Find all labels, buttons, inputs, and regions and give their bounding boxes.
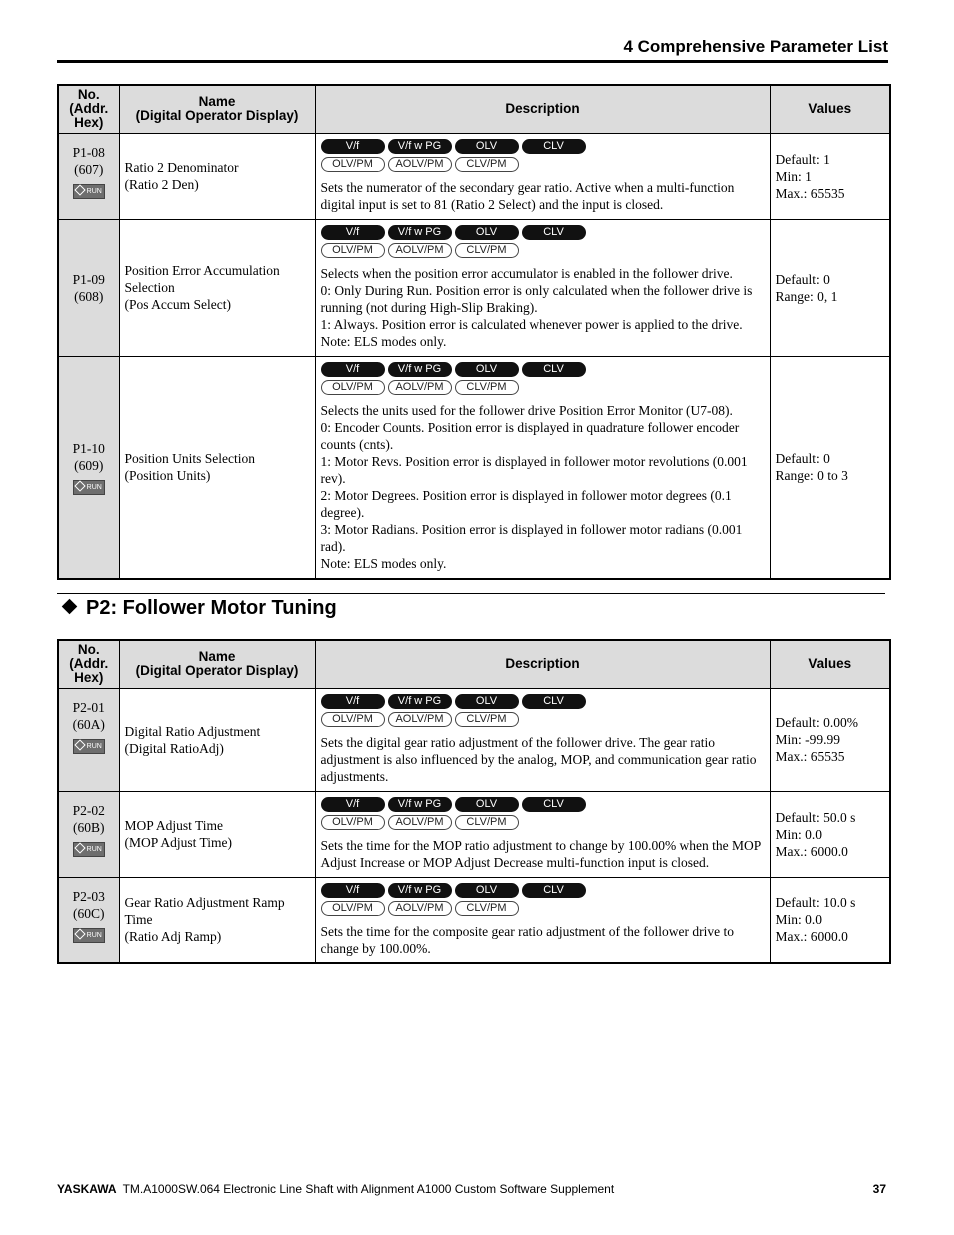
control-mode-badges xyxy=(321,797,765,812)
section-heading: P2: Follower Motor Tuning xyxy=(62,596,337,620)
pm-mode-badges xyxy=(321,157,765,172)
footer-left xyxy=(57,1182,614,1196)
footer-doc-title: TM.A1000SW.064 Electronic Line Shaft with Alignment A1000 Custom Software Supplement xyxy=(122,1182,615,1196)
pm-mode-badges xyxy=(321,243,765,258)
param-name-cell: MOP Adjust Time (MOP Adjust Time) xyxy=(119,791,315,877)
footer-brand: YASKAWA xyxy=(57,1182,117,1196)
control-mode-badges xyxy=(321,139,765,154)
control-mode-badges xyxy=(321,225,765,240)
badge-olv-pm: OLV/PM xyxy=(321,712,385,727)
page-number: 37 xyxy=(872,1182,886,1196)
pm-mode-badges xyxy=(321,380,765,395)
param-number-cell: P1-10 (609) RUN xyxy=(58,356,119,579)
diamond-bullet-icon xyxy=(62,599,78,615)
description-text: Selects when the position error accumulator is enabled in the follower drive. 0: Only During Run. Position error is only calculated when the follower drive is running (not during High-Slip Braking). 1: Always. Position error is calculated whenever power is applied to the drive. Note: ELS modes only. xyxy=(320,265,753,349)
badge-olv: OLV xyxy=(455,797,519,812)
badge-clv: CLV xyxy=(522,362,586,377)
pm-mode-badges xyxy=(321,815,765,830)
badge-clv-pm: CLV/PM xyxy=(455,815,519,830)
param-description-cell xyxy=(315,688,770,791)
badge-clv-pm: CLV/PM xyxy=(455,712,519,727)
badge-vf: V/f xyxy=(321,883,385,898)
col-header-name: Name (Digital Operator Display) xyxy=(119,85,315,133)
badge-olv: OLV xyxy=(455,139,519,154)
run-icon: RUN xyxy=(73,480,105,495)
run-icon: RUN xyxy=(73,928,105,943)
header-rule xyxy=(57,60,888,63)
badge-aolv-pm: AOLV/PM xyxy=(388,380,452,395)
badge-clv: CLV xyxy=(522,883,586,898)
page-header-title: 4 Comprehensive Parameter List xyxy=(623,37,888,56)
badge-olv-pm: OLV/PM xyxy=(321,901,385,916)
col-header-values: Values xyxy=(770,85,890,133)
param-number-cell: P2-02 (60B) RUN xyxy=(58,791,119,877)
table-row xyxy=(58,877,890,963)
badge-vf-pg: V/f w PG xyxy=(388,694,452,709)
badge-olv: OLV xyxy=(455,362,519,377)
badge-clv: CLV xyxy=(522,797,586,812)
page-footer xyxy=(57,1182,886,1196)
badge-olv-pm: OLV/PM xyxy=(321,380,385,395)
control-mode-badges xyxy=(321,883,765,898)
param-values-cell: Default: 0 Range: 0, 1 xyxy=(770,219,890,356)
param-name-cell: Digital Ratio Adjustment (Digital RatioAdj) xyxy=(119,688,315,791)
control-mode-badges xyxy=(321,362,765,377)
param-values-cell: Default: 10.0 s Min: 0.0 Max.: 6000.0 xyxy=(770,877,890,963)
run-icon: RUN xyxy=(73,842,105,857)
badge-aolv-pm: AOLV/PM xyxy=(388,157,452,172)
badge-clv: CLV xyxy=(522,225,586,240)
col-header-description: Description xyxy=(315,640,770,688)
badge-clv-pm: CLV/PM xyxy=(455,901,519,916)
table-row xyxy=(58,219,890,356)
param-name-cell: Position Error Accumulation Selection (Pos Accum Select) xyxy=(119,219,315,356)
param-description-cell xyxy=(315,356,770,579)
table-row xyxy=(58,133,890,219)
section-rule xyxy=(57,593,885,594)
col-header-values: Values xyxy=(770,640,890,688)
param-name-cell: Position Units Selection (Position Units) xyxy=(119,356,315,579)
param-description-cell xyxy=(315,791,770,877)
badge-olv-pm: OLV/PM xyxy=(321,243,385,258)
description-text: Selects the units used for the follower drive Position Error Monitor (U7-08). 0: Encoder Counts. Position error is displayed in quadrature follower encoder counts (cnts). 1: Motor Revs. Position error is displayed in follower motor revolutions (0.001 rev). 2: Motor Degrees. Position error is displayed in follower motor degrees (0.1 degree). 3: Motor Radians. Position error is displayed in follower motor radians (0.001 rad). Note: ELS modes only. xyxy=(320,402,748,571)
pm-mode-badges xyxy=(321,901,765,916)
badge-clv-pm: CLV/PM xyxy=(455,157,519,172)
badge-aolv-pm: AOLV/PM xyxy=(388,243,452,258)
table-row xyxy=(58,791,890,877)
badge-vf-pg: V/f w PG xyxy=(388,225,452,240)
description-text: Sets the digital gear ratio adjustment of the follower drive. The gear ratio adjustment is also influenced by the analog, MOP, and communication gear ratio adjustments. xyxy=(320,734,757,784)
badge-vf: V/f xyxy=(321,694,385,709)
badge-vf: V/f xyxy=(321,362,385,377)
param-description-cell xyxy=(315,877,770,963)
param-number-cell: P2-01 (60A) RUN xyxy=(58,688,119,791)
badge-olv-pm: OLV/PM xyxy=(321,815,385,830)
badge-clv-pm: CLV/PM xyxy=(455,380,519,395)
description-text: Sets the time for the MOP ratio adjustment to change by 100.00% when the MOP Adjust Increase or MOP Adjust Decrease multi-function input is closed. xyxy=(320,837,761,870)
badge-vf-pg: V/f w PG xyxy=(388,883,452,898)
badge-vf-pg: V/f w PG xyxy=(388,139,452,154)
col-header-no: No. (Addr. Hex) xyxy=(58,640,119,688)
param-number-cell: P1-08 (607) RUN xyxy=(58,133,119,219)
param-number-cell: P1-09 (608) xyxy=(58,219,119,356)
param-number-cell: P2-03 (60C) RUN xyxy=(58,877,119,963)
badge-aolv-pm: AOLV/PM xyxy=(388,901,452,916)
badge-olv: OLV xyxy=(455,883,519,898)
pm-mode-badges xyxy=(321,712,765,727)
badge-vf: V/f xyxy=(321,225,385,240)
control-mode-badges xyxy=(321,694,765,709)
run-icon: RUN xyxy=(73,184,105,199)
parameter-table-p2 xyxy=(57,639,891,964)
badge-vf-pg: V/f w PG xyxy=(388,797,452,812)
badge-vf-pg: V/f w PG xyxy=(388,362,452,377)
param-values-cell: Default: 1 Min: 1 Max.: 65535 xyxy=(770,133,890,219)
table-row xyxy=(58,688,890,791)
badge-vf: V/f xyxy=(321,797,385,812)
badge-clv-pm: CLV/PM xyxy=(455,243,519,258)
param-description-cell xyxy=(315,219,770,356)
param-name-cell: Ratio 2 Denominator (Ratio 2 Den) xyxy=(119,133,315,219)
table-header-row xyxy=(58,640,890,688)
badge-olv: OLV xyxy=(455,225,519,240)
param-values-cell: Default: 50.0 s Min: 0.0 Max.: 6000.0 xyxy=(770,791,890,877)
col-header-description: Description xyxy=(315,85,770,133)
table-row xyxy=(58,356,890,579)
badge-clv: CLV xyxy=(522,139,586,154)
col-header-no: No. (Addr. Hex) xyxy=(58,85,119,133)
badge-aolv-pm: AOLV/PM xyxy=(388,712,452,727)
badge-aolv-pm: AOLV/PM xyxy=(388,815,452,830)
param-values-cell: Default: 0 Range: 0 to 3 xyxy=(770,356,890,579)
param-name-cell: Gear Ratio Adjustment Ramp Time (Ratio Adj Ramp) xyxy=(119,877,315,963)
parameter-table-p1 xyxy=(57,84,891,580)
col-header-name: Name (Digital Operator Display) xyxy=(119,640,315,688)
run-icon: RUN xyxy=(73,739,105,754)
param-description-cell xyxy=(315,133,770,219)
param-values-cell: Default: 0.00% Min: -99.99 Max.: 65535 xyxy=(770,688,890,791)
badge-clv: CLV xyxy=(522,694,586,709)
badge-olv-pm: OLV/PM xyxy=(321,157,385,172)
description-text: Sets the time for the composite gear ratio adjustment of the follower drive to change by 100.00%. xyxy=(320,923,735,956)
table-header-row xyxy=(58,85,890,133)
description-text: Sets the numerator of the secondary gear ratio. Active when a multi-function digital input is set to 81 (Ratio 2 Select) and the input is closed. xyxy=(320,179,735,212)
badge-vf: V/f xyxy=(321,139,385,154)
badge-olv: OLV xyxy=(455,694,519,709)
